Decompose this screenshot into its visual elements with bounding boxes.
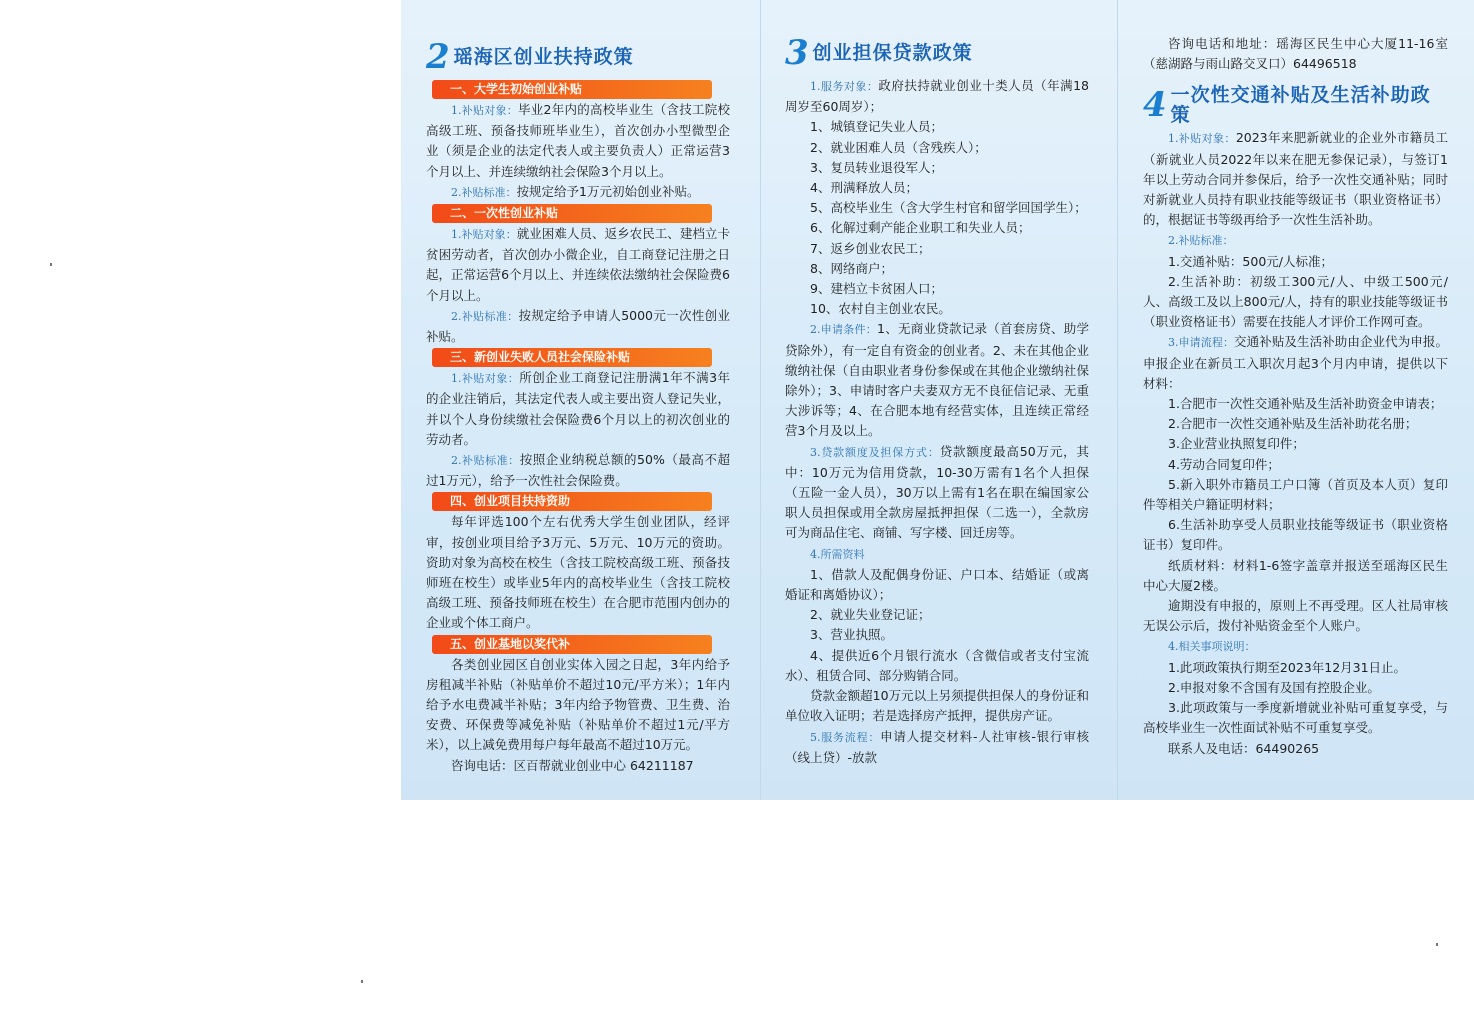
section-number: 3 (785, 33, 809, 73)
list-item: 1、借款人及配偶身份证、户口本、结婚证（或离婚证和离婚协议）； (785, 566, 1089, 603)
section-title (785, 34, 1089, 72)
field-text: 就业困难人员、返乡农民工、建档立卡贫困劳动者，首次创办小微企业，自工商登记注册之日起，正常运营6个月以上、并连续依法缴纳社会保险费6个月以上。 (426, 226, 730, 303)
paragraph (1143, 636, 1448, 657)
paragraph: 每年评选100个左右优秀大学生创业团队，经评审，按创业项目给予3万元、5万元、10万元的资助。资助对象为高校在校生（含技工院校高级工班、预备技师班在校生）或毕业5年内的高校毕业生（含技工院校高级工班、预备技师班在校生）在合肥市范围内创办的企业或个体工商户。 (426, 514, 730, 631)
paragraph (426, 450, 730, 491)
subsection-banner: 一、大学生初始创业补贴 (432, 80, 712, 99)
column-transport-subsidy (1143, 34, 1448, 759)
paragraph (1143, 332, 1448, 394)
field-label: 2.补贴标准： (1168, 234, 1234, 248)
list-item: 6.生活补助享受人员职业技能等级证书（职业资格证书）复印件。 (1143, 517, 1448, 553)
paragraph: 各类创业园区自创业实体入园之日起，3年内给予房租减半补贴（补贴单价不超过10元/平方米）；1年内给予水电费减半补贴；3年内给予物管费、卫生费、治安费、环保费等减免补贴（补贴单价不超过1元/平方米），以上减免费用每户每年最高不超过10万元。 (426, 656, 730, 753)
paragraph (785, 544, 1089, 565)
fold-line (760, 0, 761, 800)
section-title (426, 38, 730, 76)
paragraph (426, 306, 730, 347)
paragraph (1143, 230, 1448, 251)
section-heading: 创业担保贷款政策 (812, 41, 973, 64)
subsection-banner: 五、创业基地以奖代补 (432, 635, 712, 654)
list-item: 4.劳动合同复印件； (1168, 456, 1280, 472)
list-item: 3、营业执照。 (810, 627, 893, 643)
list-item: 3.企业营业执照复印件； (1168, 436, 1305, 452)
list-item: 2、就业困难人员（含残疾人）； (810, 139, 987, 155)
field-label: 4.相关事项说明： (1168, 640, 1256, 654)
field-label: 3.申请流程： (1168, 336, 1235, 350)
field-label: 2.补贴标准： (451, 185, 517, 199)
subsection-banner: 二、一次性创业补贴 (432, 204, 712, 223)
paragraph: 纸质材料：材料1-6签字盖章并报送至瑶海区民生中心大厦2楼。 (1143, 557, 1448, 593)
list-item: 2.申报对象不含国有及国有控股企业。 (1168, 679, 1380, 695)
list-item: 4、提供近6个月银行流水（含微信或者支付宝流水）、租赁合同、部分购销合同。 (785, 647, 1089, 683)
field-text: 按规定给予1万元初始创业补贴。 (516, 183, 700, 199)
fold-line (1117, 0, 1118, 800)
field-text: 1、无商业贷款记录（首套房贷、助学贷除外），有一定自有资金的创业者。2、未在其他企业缴纳社保（自由职业者身份参保或在其他企业缴纳社保除外）；3、申请时客户夫妻双方无不良征信记录、无重大涉诉等；4、在合肥本地有经营实体，且连续正常经营3个月及以上。 (785, 321, 1089, 439)
field-label: 1.补贴对象： (451, 104, 519, 117)
field-label: 2.补贴标准： (451, 454, 520, 468)
list-item: 2.合肥市一次性交通补贴及生活补助花名册； (1168, 416, 1418, 432)
paragraph: 逾期没有申报的，原则上不再受理。区人社局审核无误公示后，拨付补贴资金至个人账户。 (1143, 598, 1448, 634)
section-title (1143, 84, 1448, 127)
field-label: 4.所需资料 (810, 547, 865, 561)
field-text: 贷款额度最高50万元，其中：10万元为信用贷款，10-30万需有1名个人担保（五险一金人员），30万以上需有1名在职在编国家公职人员担保或用全款房屋抵押担保（二选一），全款房可为商品住宅、商铺、写字楼、回迁房等。 (785, 443, 1090, 541)
paragraph: 2.生活补助：初级工300元/人、中级工500元/人、高级工及以上800元/人，持有的职业技能等级证书（职业资格证书）需要在技能人才评价工作网可查。 (1143, 273, 1448, 330)
paragraph: 贷款金额超10万元以上另须提供担保人的身份证和单位收入证明；若是选择房产抵押，提供房产证。 (785, 688, 1089, 724)
section-heading: 一次性交通补贴及生活补助政策 (1170, 84, 1431, 127)
paragraph (785, 727, 1089, 768)
subsection-banner: 三、新创业失败人员社会保险补贴 (432, 348, 712, 367)
paragraph (426, 368, 730, 450)
field-label: 1.服务对象： (810, 80, 879, 93)
field-label: 2.申请条件： (810, 323, 878, 337)
field-text: 政府扶持就业创业十类人员（年满18周岁至60周岁）； (785, 78, 1089, 115)
section-number: 2 (426, 37, 450, 77)
list-item: 5.新入职外市籍员工户口簿（首页及本人页）复印件等相关户籍证明材料； (1143, 476, 1448, 513)
list-item: 10、农村自主创业农民。 (810, 301, 951, 317)
field-label: 1.补贴对象： (1168, 132, 1236, 146)
list-item: 2、就业失业登记证； (810, 607, 931, 623)
field-label: 3.贷款额度及担保方式： (810, 445, 940, 459)
section-number: 4 (1143, 85, 1167, 126)
section-heading: 瑶海区创业扶持政策 (453, 45, 634, 68)
scan-speck (50, 263, 52, 266)
column-guaranteed-loan (785, 34, 1089, 768)
list-item: 1、城镇登记失业人员； (810, 119, 943, 135)
list-item: 6、化解过剩产能企业职工和失业人员； (810, 220, 1031, 236)
paragraph (785, 76, 1089, 117)
list-item: 4、刑满释放人员； (810, 180, 918, 196)
field-text: 毕业2年内的高校毕业生（含技工院校高级工班、预备技师班毕业生），首次创办小型微型企业（须是企业的法定代表人或主要负责人）正常运营3个月以上、并连续缴纳社会保险3个月以上。 (426, 102, 730, 179)
field-text: 所创企业工商登记注册满1年不满3年的企业注销后，其法定代表人或主要出资人登记失业，并以个人身份续缴社会保险费6个月以上的初次创业的劳动者。 (426, 370, 730, 447)
paragraph (426, 100, 730, 182)
field-label: 2.补贴标准： (451, 309, 519, 323)
contact-line: 联系人及电话：64490265 (1168, 740, 1320, 756)
field-label: 1.补贴对象： (451, 372, 520, 386)
field-label: 5.服务流程： (810, 730, 881, 744)
contact-line: 咨询电话和地址：瑶海区民生中心大厦11-16室（慈湖路与雨山路交叉口）64496518 (1143, 36, 1448, 72)
field-text: 2023年来肥新就业的企业外市籍员工（新就业人员2022年以来在肥无参保记录），与签订1年以上劳动合同并参保后，给予一次性交通补贴；同时对新就业人员持有职业技能等级证书（职业资格证书）的，根据证书等级再给予一次性生活补助。 (1143, 130, 1449, 228)
field-text: 交通补贴及生活补助由企业代为申报。申报企业在新员工入职次月起3个月内申请，提供以下材料： (1143, 334, 1448, 391)
list-item: 3、复员转业退役军人； (810, 159, 943, 175)
paragraph (1143, 128, 1448, 230)
scan-speck (361, 980, 363, 983)
field-text: 按规定给予申请人5000元一次性创业补贴。 (426, 307, 731, 345)
list-item: 8、网络商户； (810, 260, 893, 276)
contact-line: 咨询电话：区百帮就业创业中心 64211187 (451, 757, 694, 773)
list-item: 1.合肥市一次性交通补贴及生活补助资金申请表； (1168, 396, 1443, 412)
field-text: 申请人提交材料-人社审核-银行审核（线上贷）-放款 (785, 728, 1089, 765)
paragraph (426, 224, 730, 306)
paragraph (785, 319, 1089, 441)
paragraph (426, 182, 730, 203)
list-item: 1.此项政策执行期至2023年12月31日止。 (1168, 659, 1407, 675)
paragraph: 1.交通补贴：500元/人标准； (1168, 253, 1333, 269)
subsection-banner: 四、创业项目扶持资助 (432, 492, 712, 511)
list-item: 9、建档立卡贫困人口； (810, 281, 943, 297)
list-item: 7、返乡创业农民工； (810, 240, 931, 256)
list-item: 3.此项政策与一季度新增就业补贴可重复享受，与高校毕业生一次性面试补贴不可重复享受。 (1143, 700, 1448, 736)
scan-speck (1436, 943, 1438, 946)
list-item: 5、高校毕业生（含大学生村官和留学回国学生）； (810, 200, 1087, 216)
field-label: 1.补贴对象： (451, 228, 517, 242)
column-startup-support (426, 38, 730, 776)
field-text: 按照企业纳税总额的50%（最高不超过1万元），给予一次性社会保险费。 (426, 452, 730, 489)
paragraph (785, 442, 1089, 544)
